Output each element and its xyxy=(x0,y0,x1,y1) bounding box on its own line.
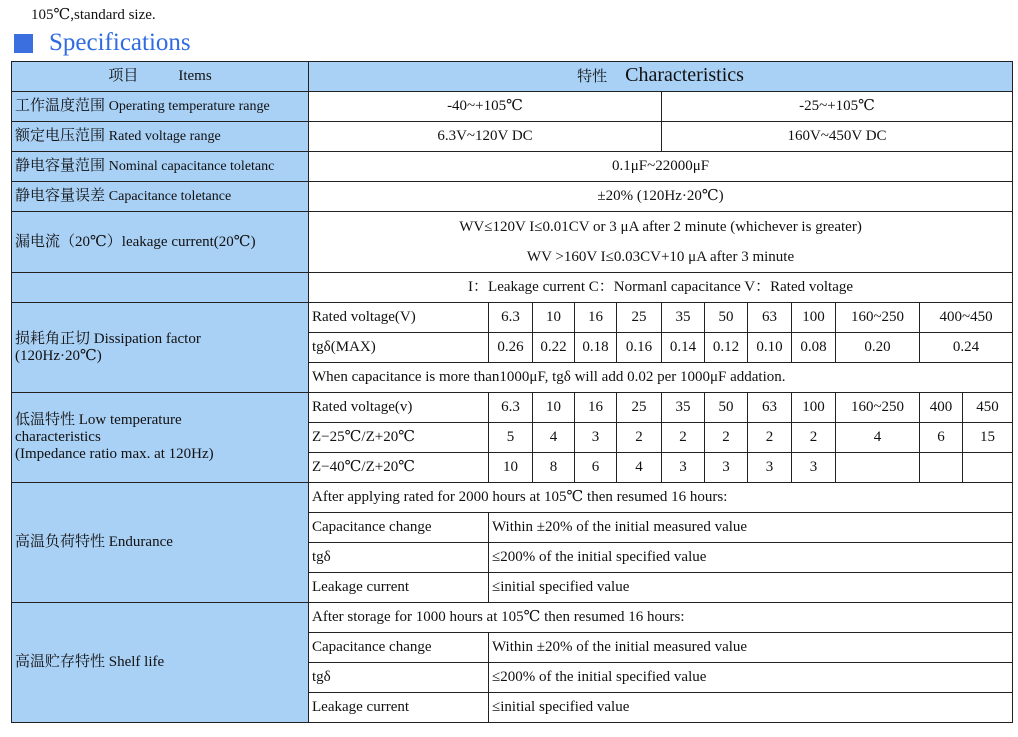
shelf-intro: After storage for 1000 hours at 105℃ then resumed 16 hours: xyxy=(309,603,1013,633)
lowtemp-voltage: 160~250 xyxy=(836,393,920,423)
endurance-label: 高温负荷特性 Endurance xyxy=(12,483,309,603)
endurance-cap-value: Within ±20% of the initial measured value xyxy=(489,513,1013,543)
lowtemp-label-1: 低温特性 Low temperature xyxy=(15,412,182,428)
dissipation-voltage: 63 xyxy=(748,303,792,333)
dissipation-voltage: 160~250 xyxy=(836,303,920,333)
endurance-intro: After applying rated for 2000 hours at 105℃ then resumed 16 hours: xyxy=(309,483,1013,513)
dissipation-voltage: 50 xyxy=(705,303,748,333)
endurance-tg-label: tgδ xyxy=(309,543,489,573)
endurance-row-intro xyxy=(12,483,1013,513)
lowtemp-label-3: (Impedance ratio max. at 120Hz) xyxy=(15,446,214,462)
shelf-cap-label: Capacitance change xyxy=(309,633,489,663)
shelf-leak-label: Leakage current xyxy=(309,693,489,723)
dissipation-tg: 0.08 xyxy=(792,333,836,363)
lowtemp-z25: 2 xyxy=(705,423,748,453)
lowtemp-z40: 8 xyxy=(533,453,575,483)
cap-tol-row xyxy=(12,182,1013,212)
section-heading xyxy=(14,28,191,58)
header-row xyxy=(12,62,1013,92)
cap-tol-value: ±20% (120Hz·20℃) xyxy=(309,182,1013,212)
lowtemp-z25-label: Z−25℃/Z+20℃ xyxy=(309,423,489,453)
op-temp-label: 工作温度范围 Operating temperature range xyxy=(12,92,309,122)
dissipation-note: When capacitance is more than1000μF, tgδ will add 0.02 per 1000μF addation. xyxy=(309,363,1013,393)
dissipation-tg: 0.22 xyxy=(533,333,575,363)
shelf-tg-label: tgδ xyxy=(309,663,489,693)
items-header-en: Items xyxy=(178,68,212,84)
lowtemp-z40-empty xyxy=(963,453,1013,483)
lowtemp-voltage: 25 xyxy=(617,393,662,423)
dissipation-voltage: 16 xyxy=(575,303,617,333)
lowtemp-voltage: 6.3 xyxy=(489,393,533,423)
leakage-line-2: WV >160V I≤0.03CV+10 μA after 3 minute xyxy=(309,243,1013,273)
dissipation-tg: 0.20 xyxy=(836,333,920,363)
dissipation-tg: 0.24 xyxy=(920,333,1013,363)
lowtemp-z40-label: Z−40℃/Z+20℃ xyxy=(309,453,489,483)
char-header-cn: 特性 xyxy=(577,69,608,85)
lowtemp-z40: 4 xyxy=(617,453,662,483)
leakage-line-3: I：Leakage current C：Normanl capacitance V：Rated voltage xyxy=(309,273,1013,303)
intro-text: 105℃,standard size. xyxy=(31,7,156,23)
items-header-cn: 项目 xyxy=(108,68,139,84)
shelf-cap-value: Within ±20% of the initial measured value xyxy=(489,633,1013,663)
rated-voltage-value-1: 6.3V~120V DC xyxy=(309,122,662,152)
lowtemp-z25: 15 xyxy=(963,423,1013,453)
lowtemp-z25: 2 xyxy=(748,423,792,453)
bullet-square-icon xyxy=(14,34,33,53)
dissipation-voltage: 100 xyxy=(792,303,836,333)
op-temp-value-1: -40~+105℃ xyxy=(309,92,662,122)
lowtemp-z25: 5 xyxy=(489,423,533,453)
lowtemp-z40: 3 xyxy=(662,453,705,483)
rated-voltage-label: 额定电压范围 Rated voltage range xyxy=(12,122,309,152)
lowtemp-z25: 2 xyxy=(792,423,836,453)
lowtemp-voltage: 400 xyxy=(920,393,963,423)
lowtemp-z40: 3 xyxy=(705,453,748,483)
dissipation-tg: 0.16 xyxy=(617,333,662,363)
dissipation-tg-label: tgδ(MAX) xyxy=(309,333,489,363)
lowtemp-z25: 2 xyxy=(662,423,705,453)
cap-tol-label: 静电容量误差 Capacitance toletance xyxy=(12,182,309,212)
lowtemp-z40-empty xyxy=(836,453,920,483)
nominal-cap-row xyxy=(12,152,1013,182)
dissipation-tg: 0.18 xyxy=(575,333,617,363)
lowtemp-voltage: 63 xyxy=(748,393,792,423)
lowtemp-z25: 6 xyxy=(920,423,963,453)
leakage-row-3 xyxy=(12,273,1013,303)
rated-voltage-row xyxy=(12,122,1013,152)
lowtemp-z25: 4 xyxy=(533,423,575,453)
dissipation-tg: 0.12 xyxy=(705,333,748,363)
leakage-row-1 xyxy=(12,212,1013,243)
lowtemp-z25: 3 xyxy=(575,423,617,453)
lowtemp-voltage: 35 xyxy=(662,393,705,423)
lowtemp-label-2: characteristics xyxy=(15,429,101,445)
dissipation-voltage: 6.3 xyxy=(489,303,533,333)
endurance-leak-label: Leakage current xyxy=(309,573,489,603)
lowtemp-voltage: 10 xyxy=(533,393,575,423)
shelf-tg-value: ≤200% of the initial specified value xyxy=(489,663,1013,693)
dissipation-voltage: 400~450 xyxy=(920,303,1013,333)
dissipation-label-2: (120Hz·20℃) xyxy=(15,347,102,364)
dissipation-row-voltage xyxy=(12,303,1013,333)
lowtemp-voltage: 50 xyxy=(705,393,748,423)
dissipation-voltage-label: Rated voltage(V) xyxy=(309,303,489,333)
shelf-leak-value: ≤initial specified value xyxy=(489,693,1013,723)
lowtemp-z25: 2 xyxy=(617,423,662,453)
leakage-label: 漏电流（20℃）leakage current(20℃) xyxy=(12,212,309,273)
spec-table xyxy=(11,61,1013,723)
lowtemp-z40: 3 xyxy=(792,453,836,483)
lowtemp-z25: 4 xyxy=(836,423,920,453)
nominal-cap-label: 静电容量范围 Nominal capacitance toletanc xyxy=(12,152,309,182)
nominal-cap-value: 0.1μF~22000μF xyxy=(309,152,1013,182)
characteristics-header xyxy=(309,62,1013,92)
lowtemp-voltage: 450 xyxy=(963,393,1013,423)
lowtemp-z40: 10 xyxy=(489,453,533,483)
lowtemp-voltage: 100 xyxy=(792,393,836,423)
endurance-tg-value: ≤200% of the initial specified value xyxy=(489,543,1013,573)
dissipation-voltage: 10 xyxy=(533,303,575,333)
endurance-cap-label: Capacitance change xyxy=(309,513,489,543)
shelf-label: 高温贮存特性 Shelf life xyxy=(12,603,309,723)
lowtemp-voltage: 16 xyxy=(575,393,617,423)
dissipation-tg: 0.26 xyxy=(489,333,533,363)
lowtemp-voltage-label: Rated voltage(v) xyxy=(309,393,489,423)
lowtemp-z40-empty xyxy=(920,453,963,483)
lowtemp-label xyxy=(12,393,309,483)
section-title: Specifications xyxy=(49,29,191,56)
char-header-en: Characteristics xyxy=(625,64,744,86)
dissipation-label-1: 损耗角正切 Dissipation factor xyxy=(15,330,201,347)
dissipation-tg: 0.14 xyxy=(662,333,705,363)
lowtemp-z40: 3 xyxy=(748,453,792,483)
dissipation-voltage: 25 xyxy=(617,303,662,333)
endurance-leak-value: ≤initial specified value xyxy=(489,573,1013,603)
shelf-row-intro xyxy=(12,603,1013,633)
rated-voltage-value-2: 160V~450V DC xyxy=(662,122,1013,152)
leakage-label-spacer xyxy=(12,273,309,303)
op-temp-row xyxy=(12,92,1013,122)
dissipation-tg: 0.10 xyxy=(748,333,792,363)
leakage-line-1: WV≤120V I≤0.01CV or 3 μA after 2 minute (whichever is greater) xyxy=(309,212,1013,243)
dissipation-label xyxy=(12,303,309,393)
lowtemp-row-voltage xyxy=(12,393,1013,423)
dissipation-voltage: 35 xyxy=(662,303,705,333)
items-header xyxy=(12,62,309,92)
lowtemp-z40: 6 xyxy=(575,453,617,483)
op-temp-value-2: -25~+105℃ xyxy=(662,92,1013,122)
